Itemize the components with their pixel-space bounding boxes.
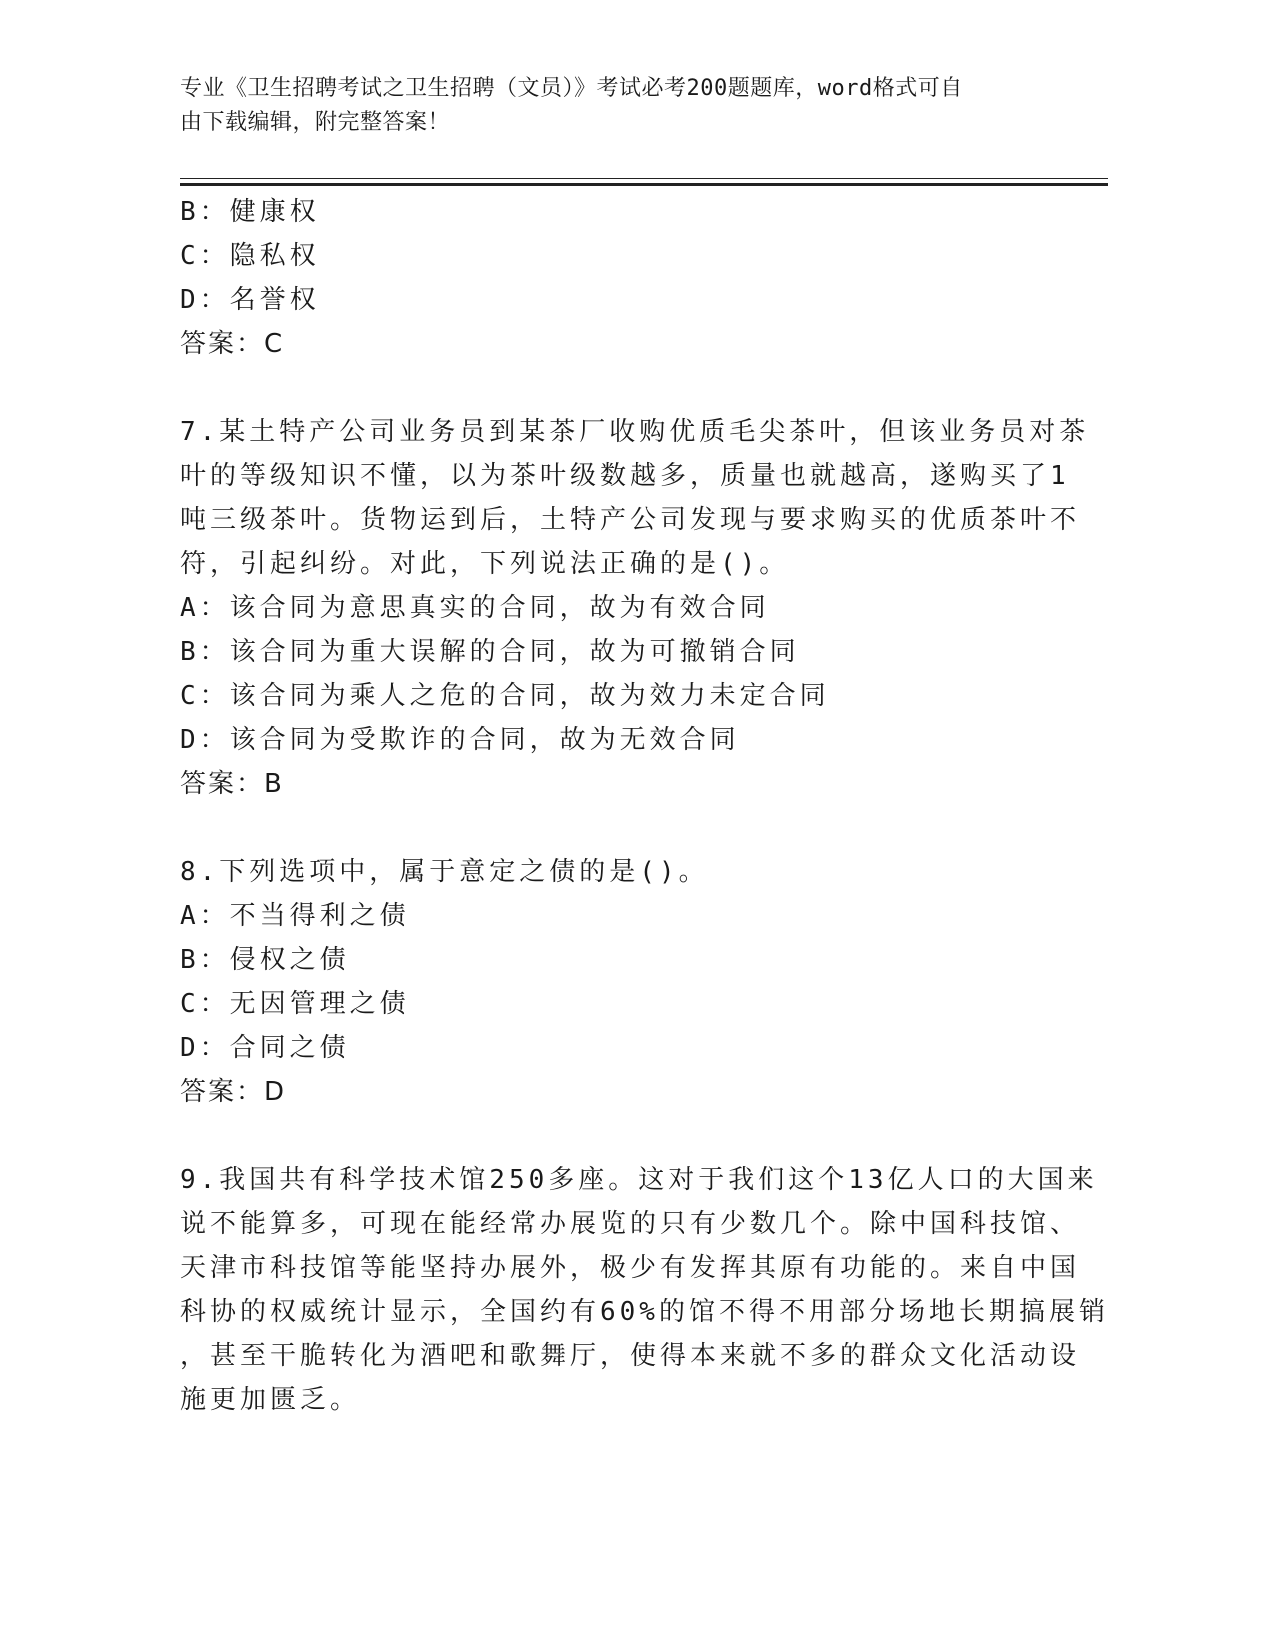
question-8 (180, 850, 1080, 1114)
option-b: B：侵权之债 (180, 945, 350, 975)
question-stem-line: 天津市科技馆等能坚持办展外，极少有发挥其原有功能的。来自中国 (180, 1253, 1081, 1283)
question-stem-line: 叶的等级知识不懂，以为茶叶级数越多，质量也就越高，遂购买了1 (180, 461, 1070, 491)
option-d: D：合同之债 (180, 1033, 350, 1063)
option-d: D：该合同为受欺诈的合同，故为无效合同 (180, 725, 740, 755)
question-stem-line: 7.某土特产公司业务员到某茶厂收购优质毛尖茶叶，但该业务员对茶 (180, 417, 1090, 447)
option-c: C：该合同为乘人之危的合同，故为效力未定合同 (180, 681, 830, 711)
header-divider-top (180, 178, 1108, 179)
option-b: B：健康权 (180, 197, 320, 227)
question-6-continuation (180, 190, 1080, 366)
option-a: A：不当得利之债 (180, 901, 410, 931)
header-line-1: 专业《卫生招聘考试之卫生招聘（文员）》考试必考200题题库，word格式可自 (180, 76, 963, 101)
document-body (180, 190, 1109, 1422)
option-a: A：该合同为意思真实的合同，故为有效合同 (180, 593, 770, 623)
document-header (180, 72, 1060, 140)
question-stem-line: 科协的权威统计显示，全国约有60%的馆不得不用部分场地长期搞展销 (180, 1297, 1109, 1327)
header-divider-bottom (180, 183, 1108, 186)
question-stem-line: 8.下列选项中，属于意定之债的是()。 (180, 857, 709, 887)
question-stem-line: 吨三级茶叶。货物运到后，土特产公司发现与要求购买的优质茶叶不 (180, 505, 1081, 535)
answer: 答案：C (180, 329, 285, 359)
option-d: D：名誉权 (180, 285, 320, 315)
question-stem-line: 施更加匮乏。 (180, 1385, 361, 1415)
question-stem-line: 符，引起纠纷。对此，下列说法正确的是()。 (180, 549, 790, 579)
question-stem-line: 9.我国共有科学技术馆250多座。这对于我们这个13亿人口的大国来 (180, 1165, 1098, 1195)
header-line-2: 由下载编辑，附完整答案！ (180, 110, 451, 135)
option-b: B：该合同为重大误解的合同，故为可撤销合同 (180, 637, 800, 667)
option-c: C：无因管理之债 (180, 989, 410, 1019)
question-7 (180, 410, 1090, 806)
question-stem-line: ，甚至干脆转化为酒吧和歌舞厅，使得本来就不多的群众文化活动设 (180, 1341, 1081, 1371)
question-9 (180, 1158, 1109, 1422)
answer: 答案：B (180, 769, 284, 799)
question-stem-line: 说不能算多，可现在能经常办展览的只有少数几个。除中国科技馆、 (180, 1209, 1081, 1239)
option-c: C：隐私权 (180, 241, 320, 271)
answer: 答案：D (180, 1077, 287, 1107)
